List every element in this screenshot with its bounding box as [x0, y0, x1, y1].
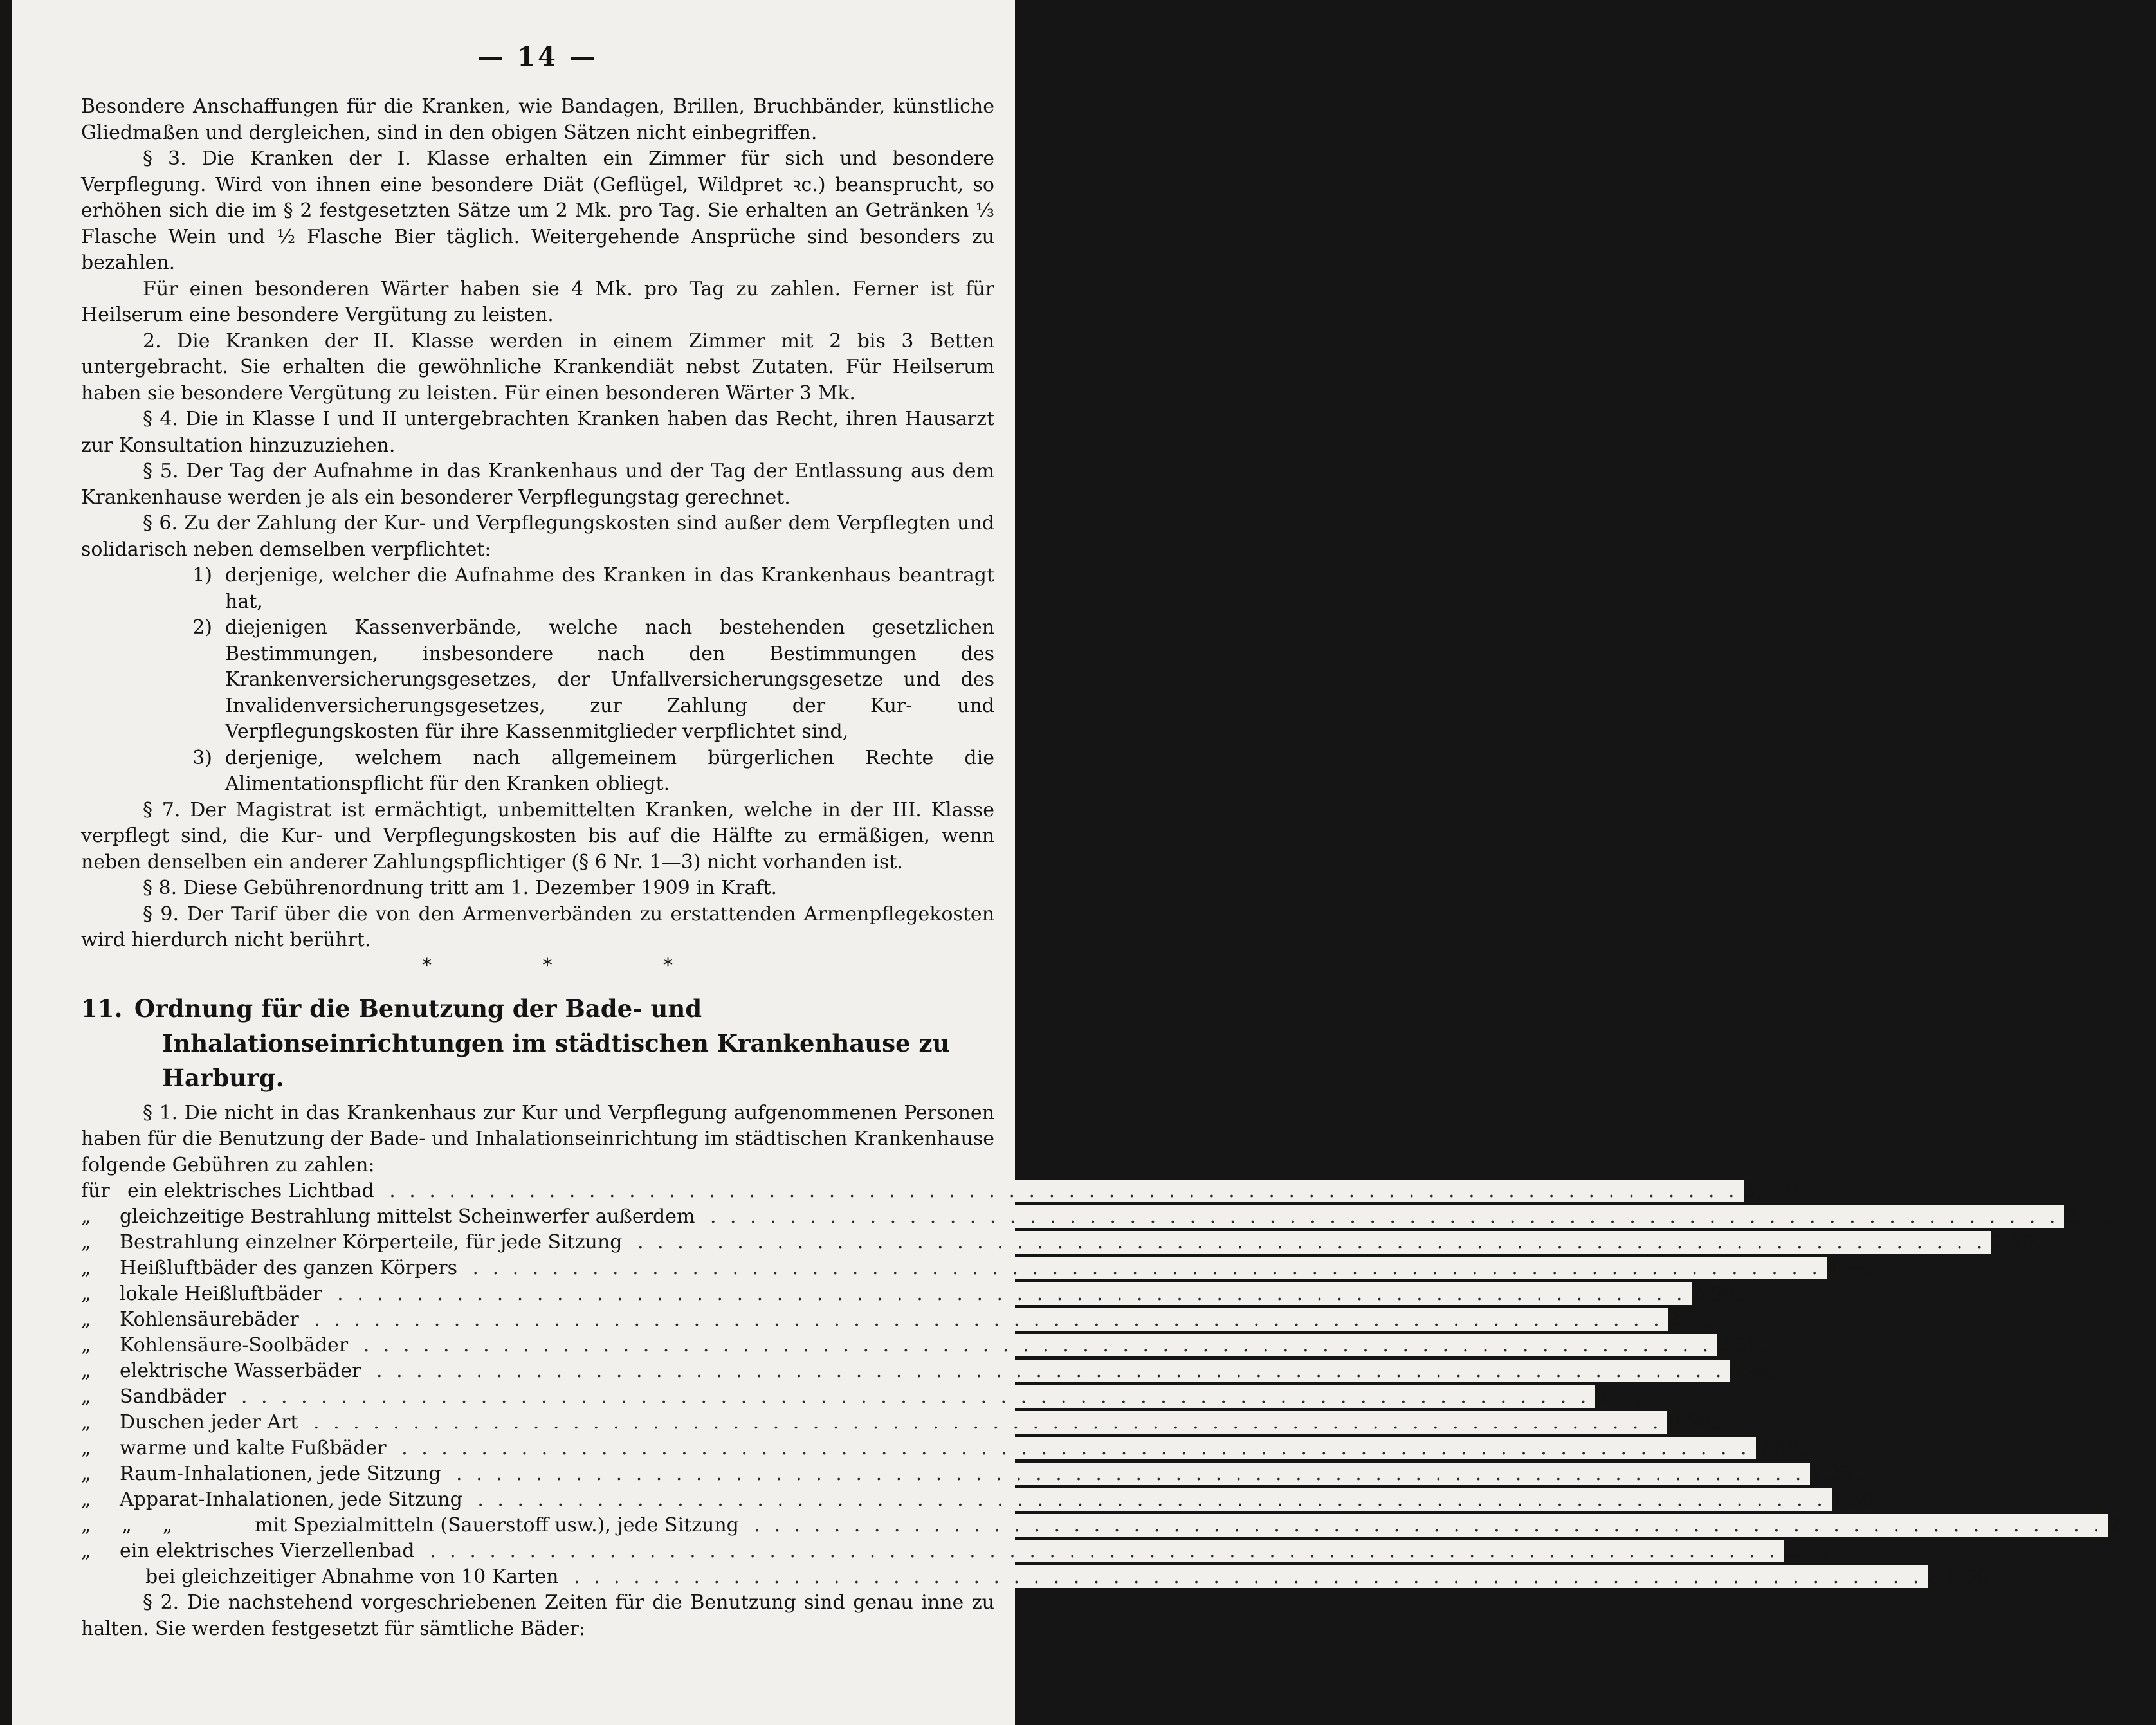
leader-dots: . . . . . . . . . . . . . . . . . . . . . . . . . . . . . . . . . . . . . . . . . . . . . . . . . . . . . . . . . . . . . . . . . . . . [468, 1488, 1832, 1511]
fee-row [81, 1204, 2112, 1230]
leader-dots: . . . . . . . . . . . . . . . . . . . . . . . . . . . . . . . . . . . . . . . . . . . . . . . . . . . . . . . . . . . . . . . . . . . . [303, 1411, 1667, 1434]
fee-unit: „ [2146, 1514, 2156, 1537]
fee-prefix: „ [81, 1488, 91, 1511]
leader-dots: . . . . . . . . . . . . . . . . . . . . . . . . . . . . . . . . . . . . . . . . . . . . . . . . . . . . . . . . . . . . . . . . . . . . [304, 1308, 1668, 1331]
fee-prefix: „ [81, 1437, 91, 1459]
fee-label-cell [81, 1204, 2064, 1230]
fee-prefix: „ [81, 1411, 91, 1434]
list-item-number: 3) [192, 746, 212, 769]
fee-unit: „ [1853, 1463, 1863, 1485]
list-item-text: derjenige, welcher die Aufnahme des Kranken in das Krankenhaus beantragt hat, [225, 564, 994, 613]
fee-prefix: „ [81, 1282, 91, 1305]
paragraph-bath-section-1: § 1. Die nicht in das Krankenhaus zur Kur und Verpflegung aufgenommenen Personen haben für die Benutzung der Bade- und Inhalationseinrichtung im städtischen Krankenhause folgende Gebühren zu zahlen: [81, 1101, 994, 1176]
fee-label-cell [81, 1487, 1832, 1513]
fee-row [81, 1487, 1885, 1513]
page-content [81, 37, 2156, 1642]
leader-dots: . . . . . . . . . . . . . . . . . . . . . . . . . . . . . . . . . . . . . . . . . . . . . . . . . . . . . . . . . . . . . . . . . . . . [563, 1565, 1928, 1588]
fee-price: 4,— [1826, 1257, 1865, 1279]
leader-dots: . . . . . . . . . . . . . . . . . . . . . . . . . . . . . . . . . . . . . . . . . . . . . . . . . . . . . . . . . . . . . . . . . . . . [353, 1334, 1717, 1356]
fee-price: à 1,50 [1928, 1565, 1989, 1588]
fee-prefix: „ [81, 1308, 91, 1331]
fee-label-cell [81, 1333, 1717, 1358]
fee-label: ein elektrisches Lichtbad [127, 1180, 379, 1202]
fee-price: 2,— [2064, 1205, 2102, 1228]
fee-unit: „ [1710, 1411, 1721, 1434]
fee-unit: „ [1822, 1540, 1832, 1562]
fee-prefix: „ [81, 1385, 91, 1408]
fee-prefix: „ [81, 1205, 91, 1228]
fee-price: 2,50 [1691, 1282, 1735, 1305]
fee-price: 1,50 [1831, 1488, 1875, 1511]
fee-price: 0,50 [1667, 1411, 1711, 1434]
fee-table [81, 1178, 2156, 1590]
fee-unit: ℳ [1781, 1180, 1802, 1202]
paragraph-section-8: § 8. Diese Gebührenordnung tritt am 1. Dezember 1909 in Kraft. [143, 877, 778, 899]
fee-row [81, 1333, 1771, 1358]
fee-label-cell [81, 1384, 1595, 1410]
fee-unit: „ [1798, 1437, 1809, 1459]
fee-unit: „ [1734, 1282, 1744, 1305]
fee-prefix: „ [81, 1231, 91, 1254]
fee-label: Bestrahlung einzelner Körperteile, für jede Sitzung [120, 1231, 627, 1254]
fee-prefix: „ „ „ [81, 1514, 172, 1537]
fee-row [81, 1307, 1716, 1333]
leader-dots: . . . . . . . . . . . . . . . . . . . . . . . . . . . . . . . . . . . . . . . . . . . . . . . . . . . . . . . . . . . . . . . . . . . . [392, 1437, 1756, 1459]
fee-label: Heißluftbäder des ganzen Körpers [120, 1257, 462, 1279]
fee-label-cell [81, 1513, 2108, 1538]
fee-label-cell [81, 1538, 1784, 1564]
fee-label: ein elektrisches Vierzellenbad [120, 1540, 420, 1562]
list-item [81, 615, 994, 745]
fee-price: 2,50 [1717, 1334, 1760, 1356]
fee-label: Sandbäder [120, 1385, 231, 1408]
page-number: — 14 — [477, 42, 598, 72]
leader-dots: . . . . . . . . . . . . . . . . . . . . . . . . . . . . . . . . . . . . . . . . . . . . . . . . . . . . . . . . . . . . . . . . . . . . [366, 1360, 1730, 1382]
fee-label: elektrische Wasserbäder [120, 1360, 366, 1382]
fee-row [81, 1538, 1832, 1564]
paragraph-section-6: § 6. Zu der Zahlung der Kur- und Verpflegungskosten sind außer dem Verpflegten und solidarisch neben demselben verpflichtet: [81, 512, 994, 561]
fee-label: warme und kalte Fußbäder [120, 1437, 392, 1459]
list-item-text: diejenigen Kassenverbände, welche nach bestehenden gesetzlichen Bestimmungen, insbesondere nach den Bestimmungen des Krankenversicherungsgesetzes, der Unfallversicherungsgesetze und des Invalidenversicherungsgesetzes, zur Zahlung der Kur- und Verpflegungskosten für ihre Kassenmitglieder verpflichtet sind, [225, 616, 994, 743]
fee-label: Duschen jeder Art [120, 1411, 303, 1434]
fee-price: 3,— [1730, 1360, 1769, 1382]
fee-row [81, 1461, 1863, 1487]
separator-star: * [663, 954, 673, 977]
fee-label: Kohlensäurebäder [120, 1308, 304, 1331]
fee-unit: „ [1632, 1385, 1643, 1408]
fee-unit: „ [1706, 1308, 1716, 1331]
list-item-number: 2) [192, 616, 212, 639]
document-page [12, 0, 2156, 1725]
fee-price: 2,— [2108, 1514, 2146, 1537]
fee-prefix: „ [81, 1463, 91, 1485]
paragraph-section-3-warden: Für einen besonderen Wärter haben sie 4 Mk. pro Tag zu zahlen. Ferner ist für Heilserum eine besondere Vergütung zu leisten. [81, 277, 994, 326]
section-separator [422, 956, 673, 976]
fee-price: 2,— [1784, 1540, 1822, 1562]
separator-star: * [542, 954, 553, 977]
leader-dots: . . . . . . . . . . . . . . . . . . . . . . . . . . . . . . . . . . . . . . . . . . . . . . . . . . . . . . . . . . . . . . . . . . . . [231, 1385, 1595, 1408]
fee-label: lokale Heißluftbäder [120, 1282, 327, 1305]
fee-unit: „ [2034, 1231, 2045, 1254]
intro-paragraph: Besondere Anschaffungen für die Kranken, wie Bandagen, Brillen, Bruchbänder, künstliche Gliedmaßen und dergleichen, sind in den obigen Sätzen nicht einbegriffen. [81, 95, 994, 144]
fee-row [81, 1358, 1778, 1384]
fee-label-cell [81, 1358, 1730, 1384]
fee-price: 2,— [1668, 1308, 1706, 1331]
fee-prefix: „ [81, 1334, 91, 1356]
fee-row [81, 1436, 1809, 1461]
fee-prefix: „ [81, 1257, 91, 1279]
fee-price: 3,— [1595, 1385, 1633, 1408]
fee-label-cell [81, 1230, 1991, 1255]
fee-row [81, 1564, 1999, 1590]
fee-price: 2,50 [1991, 1231, 2035, 1254]
fee-label: bei gleichzeitiger Abnahme von 10 Karten [145, 1565, 563, 1588]
fee-unit: „ [1768, 1360, 1778, 1382]
paragraph-bath-section-2: § 2. Die nachstehend vorgeschriebenen Zeiten für die Benutzung sind genau inne zu halten. Sie werden festgesetzt für sämtliche Bäder: [81, 1591, 994, 1640]
leader-dots: . . . . . . . . . . . . . . . . . . . . . . . . . . . . . . . . . . . . . . . . . . . . . . . . . . . . . . . . . . . . . . . . . . . . [327, 1282, 1692, 1305]
heading-number: 11. [81, 994, 123, 1023]
fee-label-cell [81, 1281, 1692, 1307]
fee-label-cell [81, 1436, 1756, 1461]
leader-dots: . . . . . . . . . . . . . . . . . . . . . . . . . . . . . . . . . . . . . . . . . . . . . . . . . . . . . . . . . . . . . . . . . . . . [420, 1540, 1784, 1562]
paragraph-section-3-class-2: 2. Die Kranken der II. Klasse werden in einem Zimmer mit 2 bis 3 Betten untergebracht. Sie erhalten die gewöhnliche Krankendiät nebst Zutaten. Für Heilserum haben sie besondere Vergütung zu leisten. Für einen besonderen Wärter 3 Mk. [81, 329, 994, 405]
fee-label-cell [81, 1307, 1668, 1333]
leader-dots: . . . . . . . . . . . . . . . . . . . . . . . . . . . . . . . . . . . . . . . . . . . . . . . . . . . . . . . . . . . . . . . . . . . . [744, 1514, 2108, 1537]
fee-row [81, 1255, 1875, 1281]
fee-label-cell [81, 1178, 1744, 1204]
fee-row [81, 1384, 1643, 1410]
fee-price: 1,25 [1810, 1463, 1854, 1485]
fee-row [81, 1178, 1802, 1204]
fee-label: Apparat-Inhalationen, jede Sitzung [120, 1488, 468, 1511]
fee-label-cell [81, 1461, 1810, 1487]
fee-label: Raum-Inhalationen, jede Sitzung [120, 1463, 446, 1485]
fee-row [81, 1281, 1744, 1307]
leader-dots: . . . . . . . . . . . . . . . . . . . . . . . . . . . . . . . . . . . . . . . . . . . . . . . . . . . . . . . . . . . . . . . . . . . . [379, 1180, 1744, 1202]
fee-row [81, 1513, 2156, 1538]
list-item [81, 563, 994, 615]
fee-label: Kohlensäure-Soolbäder [120, 1334, 353, 1356]
list-item-text: derjenige, welchem nach allgemeinem bürgerlichen Rechte die Alimentationspflicht für den Kranken obliegt. [225, 746, 994, 795]
paragraph-section-7: § 7. Der Magistrat ist ermächtigt, unbemittelten Kranken, welche in der III. Klasse verpflegt sind, die Kur- und Verpflegungskosten bis auf die Hälfte zu ermäßigen, wenn neben denselben ein anderer Zahlungspflichtiger (§ 6 Nr. 1—3) nicht vorhanden ist. [81, 798, 994, 873]
fee-label: mit Spezialmitteln (Sauerstoff usw.), jede Sitzung [255, 1514, 744, 1537]
paragraph-section-5: § 5. Der Tag der Aufnahme in das Krankenhaus und der Tag der Entlassung aus dem Krankenhause werden je als ein besonderer Verpflegungstag gerechnet. [81, 460, 994, 509]
list-section-6 [81, 563, 994, 798]
fee-row [81, 1410, 1721, 1436]
leader-dots: . . . . . . . . . . . . . . . . . . . . . . . . . . . . . . . . . . . . . . . . . . . . . . . . . . . . . . . . . . . . . . . . . . . . [446, 1463, 1811, 1485]
paragraph-section-9: § 9. Der Tarif über die von den Armenverbänden zu erstattenden Armenpflegekosten wird hierdurch nicht berührt. [81, 902, 994, 951]
leader-dots: . . . . . . . . . . . . . . . . . . . . . . . . . . . . . . . . . . . . . . . . . . . . . . . . . . . . . . . . . . . . . . . . . . . . [627, 1231, 1991, 1254]
paragraph-section-4: § 4. Die in Klasse I und II untergebrachten Kranken haben das Recht, ihren Hausarzt zur Konsultation hinzuzuziehen. [81, 408, 994, 457]
fee-unit: „ [1864, 1257, 1875, 1279]
fee-row [81, 1230, 2045, 1255]
leader-dots: . . . . . . . . . . . . . . . . . . . . . . . . . . . . . . . . . . . . . . . . . . . . . . . . . . . . . . . . . . . . . . . . . . . . [462, 1257, 1827, 1279]
leader-dots: . . . . . . . . . . . . . . . . . . . . . . . . . . . . . . . . . . . . . . . . . . . . . . . . . . . . . . . . . . . . . . . . . . . . [700, 1205, 2064, 1228]
separator-star: * [422, 954, 432, 977]
fee-unit: „ [1874, 1488, 1885, 1511]
fee-unit: „ [1760, 1334, 1771, 1356]
fee-label: gleichzeitige Bestrahlung mittelst Scheinwerfer außerdem [120, 1205, 700, 1228]
fee-label-cell [81, 1255, 1827, 1281]
paragraph-section-3: § 3. Die Kranken der I. Klasse erhalten ein Zimmer für sich und besondere Verpflegung. Wird von ihnen eine besondere Diät (Geflügel, Wildpret ꝛc.) beansprucht, so erhöhen sich die im § 2 festgesetzten Sätze um 2 Mk. pro Tag. Sie erhalten an Getränken ⅓ Flasche Wein und ½ Flasche Bier täglich. Weitergehende Ansprüche sind besonders zu bezahlen. [81, 147, 994, 274]
fee-label-cell [81, 1410, 1667, 1436]
fee-label-cell [81, 1564, 1928, 1590]
fee-unit: „ [2101, 1205, 2112, 1228]
list-item [81, 745, 994, 798]
fee-prefix: „ [81, 1540, 91, 1562]
fee-price: 0,50 [1755, 1437, 1799, 1459]
fee-prefix: „ [81, 1360, 91, 1382]
heading-text: Ordnung für die Benutzung der Bade- und Inhalationseinrichtungen im städtischen Krankenhause zu Harburg. [134, 994, 950, 1092]
fee-price: 3,— [1743, 1180, 1782, 1202]
fee-unit: „ [1988, 1565, 1999, 1588]
list-item-number: 1) [192, 564, 212, 587]
fee-prefix: für [81, 1180, 110, 1202]
section-heading [81, 991, 994, 1095]
